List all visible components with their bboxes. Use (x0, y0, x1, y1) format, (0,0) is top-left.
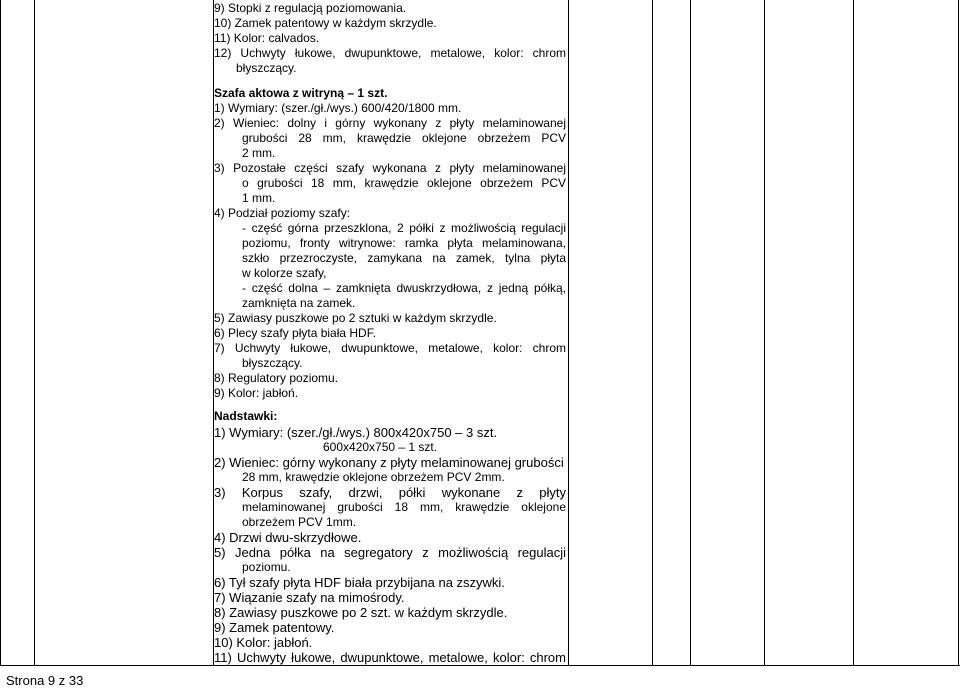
spec-line: 3) Pozostałe części szafy wykonana z płyty melaminowanej (214, 161, 566, 175)
spec-line: o grubości 18 mm, krawędzie oklejone obrzeżem PCV (242, 176, 566, 190)
table-border-left (0, 0, 1, 666)
spec-line: 9) Zamek patentowy. (214, 620, 335, 635)
spec-line: 600x420x750 – 1 szt. (323, 440, 438, 454)
spec-line: 11) Uchwyty łukowe, dwupunktowe, metalowe, kolor: chrom (214, 650, 566, 665)
spec-line: 5) Jedna półka na segregatory z możliwością regulacji (214, 545, 566, 560)
spec-line: 10) Kolor: jabłoń. (214, 635, 313, 650)
spec-line: 2 mm. (242, 146, 276, 160)
spec-line: poziomu. (242, 560, 291, 574)
spec-line: 2) Wieniec: dolny i górny wykonany z płyty melaminowanej (214, 116, 566, 130)
column-divider (652, 0, 653, 666)
spec-line: 1) Wymiary: (szer./gł./wys.) 800x420x750 – 3 szt. (214, 425, 498, 440)
spec-line: 8) Zawiasy puszkowe po 2 szt. w każdym skrzydle. (214, 605, 508, 620)
spec-line: zamknięta na zamek. (242, 296, 356, 310)
spec-line: 4) Podział poziomy szafy: (214, 206, 351, 220)
description-cell (214, 0, 566, 666)
section-title: Szafa aktowa z witryną – 1 szt. (214, 86, 388, 100)
spec-line: 7) Uchwyty łukowe, dwupunktowe, metalowe, kolor: chrom (214, 341, 566, 355)
column-divider (568, 0, 569, 666)
page-number: Strona 9 z 33 (6, 673, 84, 688)
spec-line: - część dolna – zamknięta dwuskrzydłowa, z jedną półką, (242, 281, 566, 295)
section-title: Nadstawki: (214, 409, 278, 423)
spec-line: 2) Wieniec: górny wykonany z płyty melaminowanej grubości (214, 455, 564, 470)
spec-line: błyszczący. (236, 61, 297, 75)
spec-line: 8) Regulatory poziomu. (214, 371, 339, 385)
column-divider (690, 0, 691, 666)
spec-line: 28 mm, krawędzie oklejone obrzeżem PCV 2mm. (242, 470, 505, 484)
spec-line: obrzeżem PCV 1mm. (242, 515, 357, 529)
spec-line: 6) Tył szafy płyta HDF biała przybijana na zszywki. (214, 575, 505, 590)
spec-line: melaminowanej grubości 18 mm, krawędzie oklejone (242, 500, 566, 514)
spec-line: 4) Drzwi dwu-skrzydłowe. (214, 530, 362, 545)
spec-line: 6) Plecy szafy płyta biała HDF. (214, 326, 377, 340)
spec-line: poziomu, fronty witrynowe: ramka płyta melaminowana, (242, 236, 566, 250)
spec-line: 3) Korpus szafy, drzwi, półki wykonane z płyty (214, 485, 566, 500)
spec-line: grubości 28 mm, krawędzie oklejone obrzeżem PCV (242, 131, 566, 145)
spec-line: 10) Zamek patentowy w każdym skrzydle. (214, 16, 437, 30)
spec-line: 11) Kolor: calvados. (214, 31, 320, 45)
table-border-right (958, 0, 959, 666)
spec-line: 1 mm. (242, 191, 276, 205)
spec-line: błyszczący. (242, 356, 303, 370)
column-divider (764, 0, 765, 666)
spec-line: w kolorze szafy, (242, 266, 327, 280)
column-divider (34, 0, 35, 666)
spec-line: 1) Wymiary: (szer./gł./wys.) 600/420/1800 mm. (214, 101, 462, 115)
spec-line: 7) Wiązanie szafy na mimośrody. (214, 590, 405, 605)
spec-line: 9) Stopki z regulacją poziomowania. (214, 1, 407, 15)
spec-line: 9) Kolor: jabłoń. (214, 386, 299, 400)
column-divider (853, 0, 854, 666)
spec-line: 5) Zawiasy puszkowe po 2 sztuki w każdym skrzydle. (214, 311, 497, 325)
spec-line: - część górna przeszklona, 2 półki z możliwością regulacji (242, 221, 566, 235)
spec-line: 12) Uchwyty łukowe, dwupunktowe, metalowe, kolor: chrom (214, 46, 566, 60)
spec-line: szkło przezroczyste, zamykana na zamek, tylna płyta (242, 251, 566, 265)
